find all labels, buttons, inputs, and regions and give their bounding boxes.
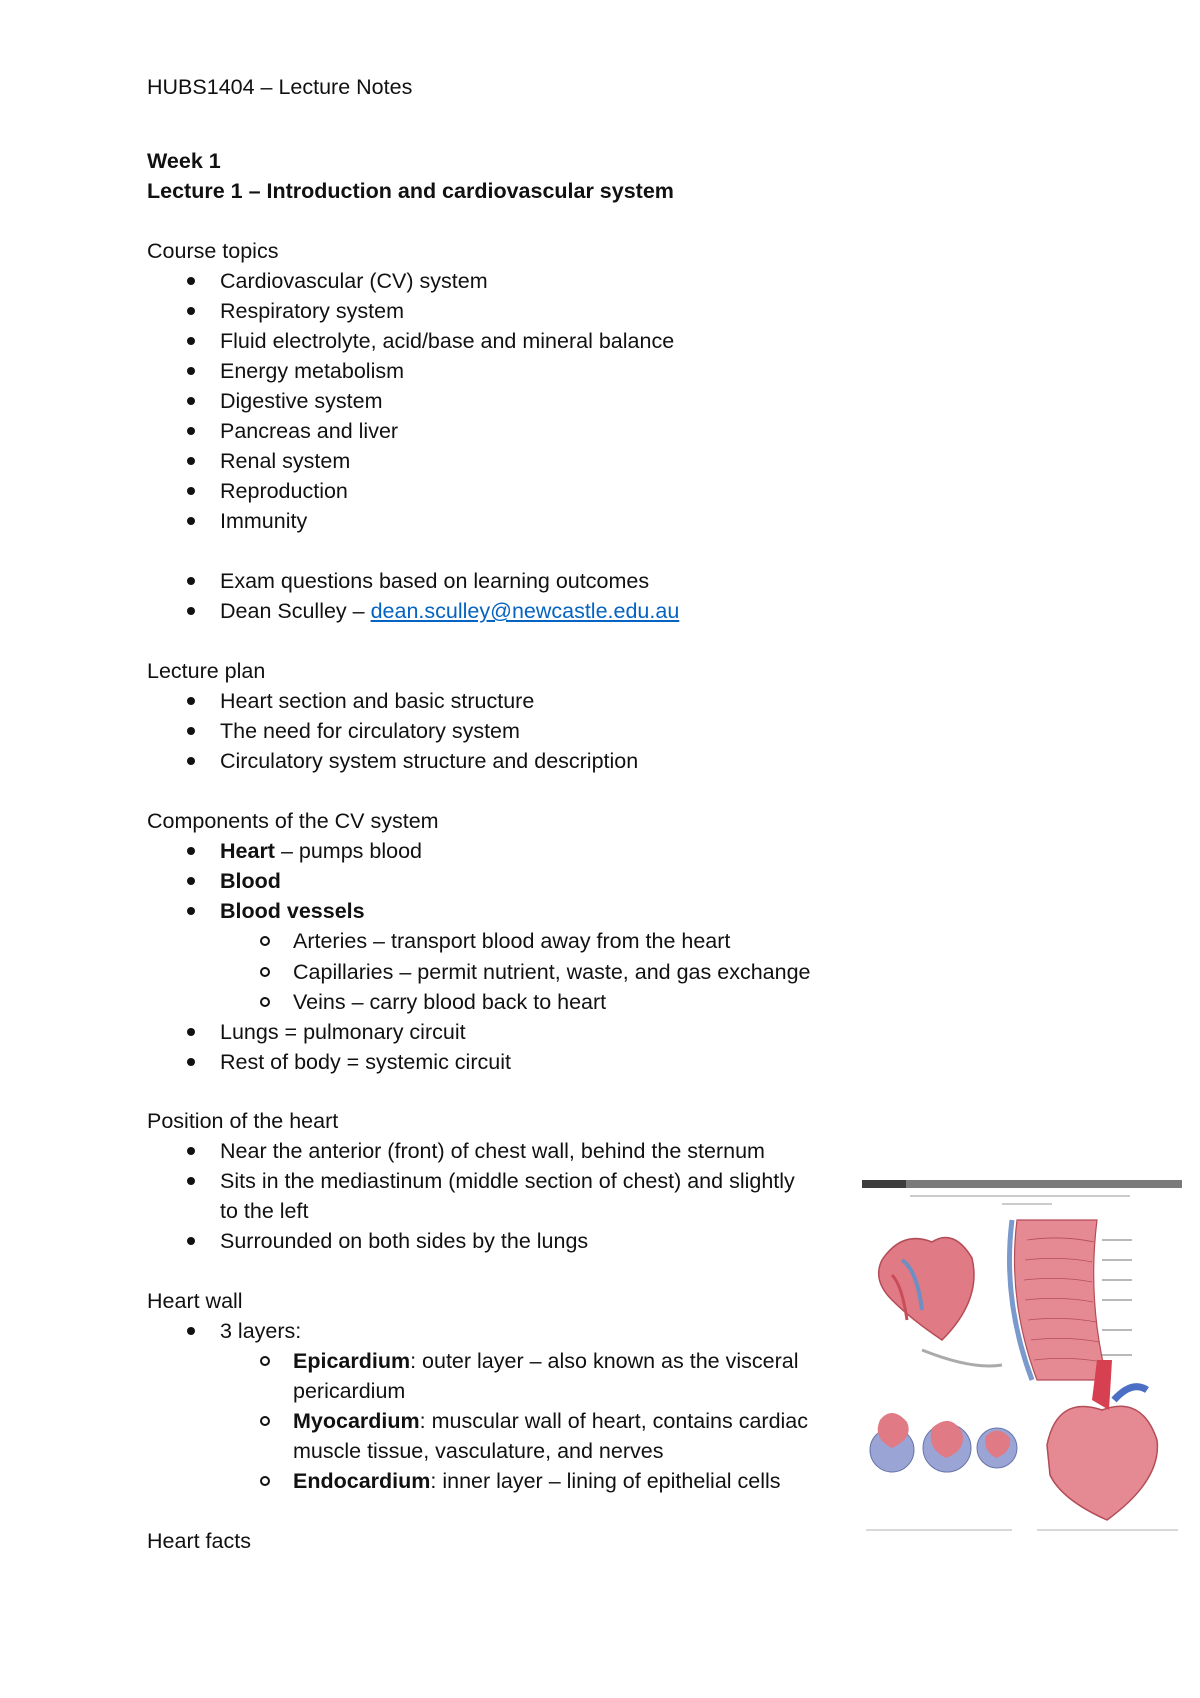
list-item: Energy metabolism [220,359,405,383]
list-item [293,1346,798,1376]
bullet-icon [187,847,195,855]
list-item: Capillaries – permit nutrient, waste, and gas exchange [293,960,811,984]
heart-anatomy-figure [862,1180,1182,1540]
document-header: HUBS1404 – Lecture Notes [147,75,413,99]
bullet-icon [187,1327,195,1335]
term-desc: : inner layer – lining of epithelial cells [430,1469,781,1493]
bullet-icon [187,877,195,885]
term-heart-desc: – pumps blood [274,839,422,863]
sub-bullet-icon [260,1476,270,1486]
bullet-icon [187,727,195,735]
term-heart: Heart [220,839,275,863]
term-epicardium: Epicardium [293,1349,411,1373]
list-item: Digestive system [220,389,383,413]
list-item: Fluid electrolyte, acid/base and mineral balance [220,329,675,353]
list-item: Circulatory system structure and description [220,749,639,773]
list-item: Lungs = pulmonary circuit [220,1020,466,1044]
heart-facts-heading: Heart facts [147,1529,251,1553]
list-item: Immunity [220,509,308,533]
sub-bullet-icon [260,1356,270,1366]
week-heading: Week 1 [147,149,221,173]
term-desc: : muscular wall of heart, contains cardiac [419,1409,809,1433]
course-topics-heading: Course topics [147,239,279,263]
bullet-icon [187,307,195,315]
figure-caption-lines [910,1196,1130,1204]
list-item: Reproduction [220,479,348,503]
list-item: The need for circulatory system [220,719,520,743]
position-heading: Position of the heart [147,1109,339,1133]
sub-bullet-icon [260,997,270,1007]
lecture-heading: Lecture 1 – Introduction and cardiovascular system [147,179,674,203]
sub-bullet-icon [260,936,270,946]
list-item: Veins – carry blood back to heart [293,990,607,1014]
list-item: Surrounded on both sides by the lungs [220,1229,589,1253]
bullet-icon [187,697,195,705]
term-blood: Blood [220,869,281,893]
bullet-icon [187,757,195,765]
list-item [293,1406,808,1436]
bullet-icon [187,1237,195,1245]
heart-wall-heading: Heart wall [147,1289,243,1313]
list-item: Pancreas and liver [220,419,399,443]
bullet-icon [187,277,195,285]
bullet-icon [187,1177,195,1185]
bullet-icon [187,907,195,915]
contact-name: Dean Sculley – [220,599,371,623]
list-item-continued: muscle tissue, vasculature, and nerves [293,1439,664,1463]
figure-title-bar [862,1180,1182,1188]
list-item: Cardiovascular (CV) system [220,269,488,293]
term-endocardium: Endocardium [293,1469,431,1493]
bullet-icon [187,1147,195,1155]
arrow-icon [922,1350,1002,1366]
list-item: Renal system [220,449,351,473]
bullet-icon [187,1058,195,1066]
list-item: Respiratory system [220,299,404,323]
term-myocardium: Myocardium [293,1409,420,1433]
sub-bullet-icon [260,967,270,977]
bullet-icon [187,1028,195,1036]
email-link[interactable]: dean.sculley@newcastle.edu.au [370,599,680,623]
bullet-icon [187,367,195,375]
lecture-plan-heading: Lecture plan [147,659,266,683]
components-heading: Components of the CV system [147,809,439,833]
contact-line [220,596,679,626]
list-item [293,1466,781,1496]
list-item-continued: pericardium [293,1379,406,1403]
sub-bullet-icon [260,1416,270,1426]
list-item [220,836,422,866]
list-item: Sits in the mediastinum (middle section of chest) and slightly [220,1169,795,1193]
bullet-icon [187,517,195,525]
heart-illustration-bottom [1047,1360,1157,1520]
heart-illustration-top [879,1238,974,1340]
bullet-icon [187,577,195,585]
pericardium-illustrations [870,1413,1017,1472]
list-item: Rest of body = systemic circuit [220,1050,511,1074]
list-item-continued: to the left [220,1199,309,1223]
list-item: Near the anterior (front) of chest wall, behind the sternum [220,1139,765,1163]
term-blood-vessels: Blood vessels [220,899,365,923]
figure-label-box [862,1180,906,1188]
term-desc: : outer layer – also known as the visceral [410,1349,799,1373]
list-item: Arteries – transport blood away from the heart [293,929,731,953]
bullet-icon [187,397,195,405]
bullet-icon [187,487,195,495]
exam-note: Exam questions based on learning outcomes [220,569,650,593]
bullet-icon [187,607,195,615]
heart-wall-layers-illustration [1010,1220,1133,1380]
bullet-icon [187,337,195,345]
list-item: 3 layers: [220,1319,302,1343]
bullet-icon [187,427,195,435]
bullet-icon [187,457,195,465]
list-item: Heart section and basic structure [220,689,535,713]
